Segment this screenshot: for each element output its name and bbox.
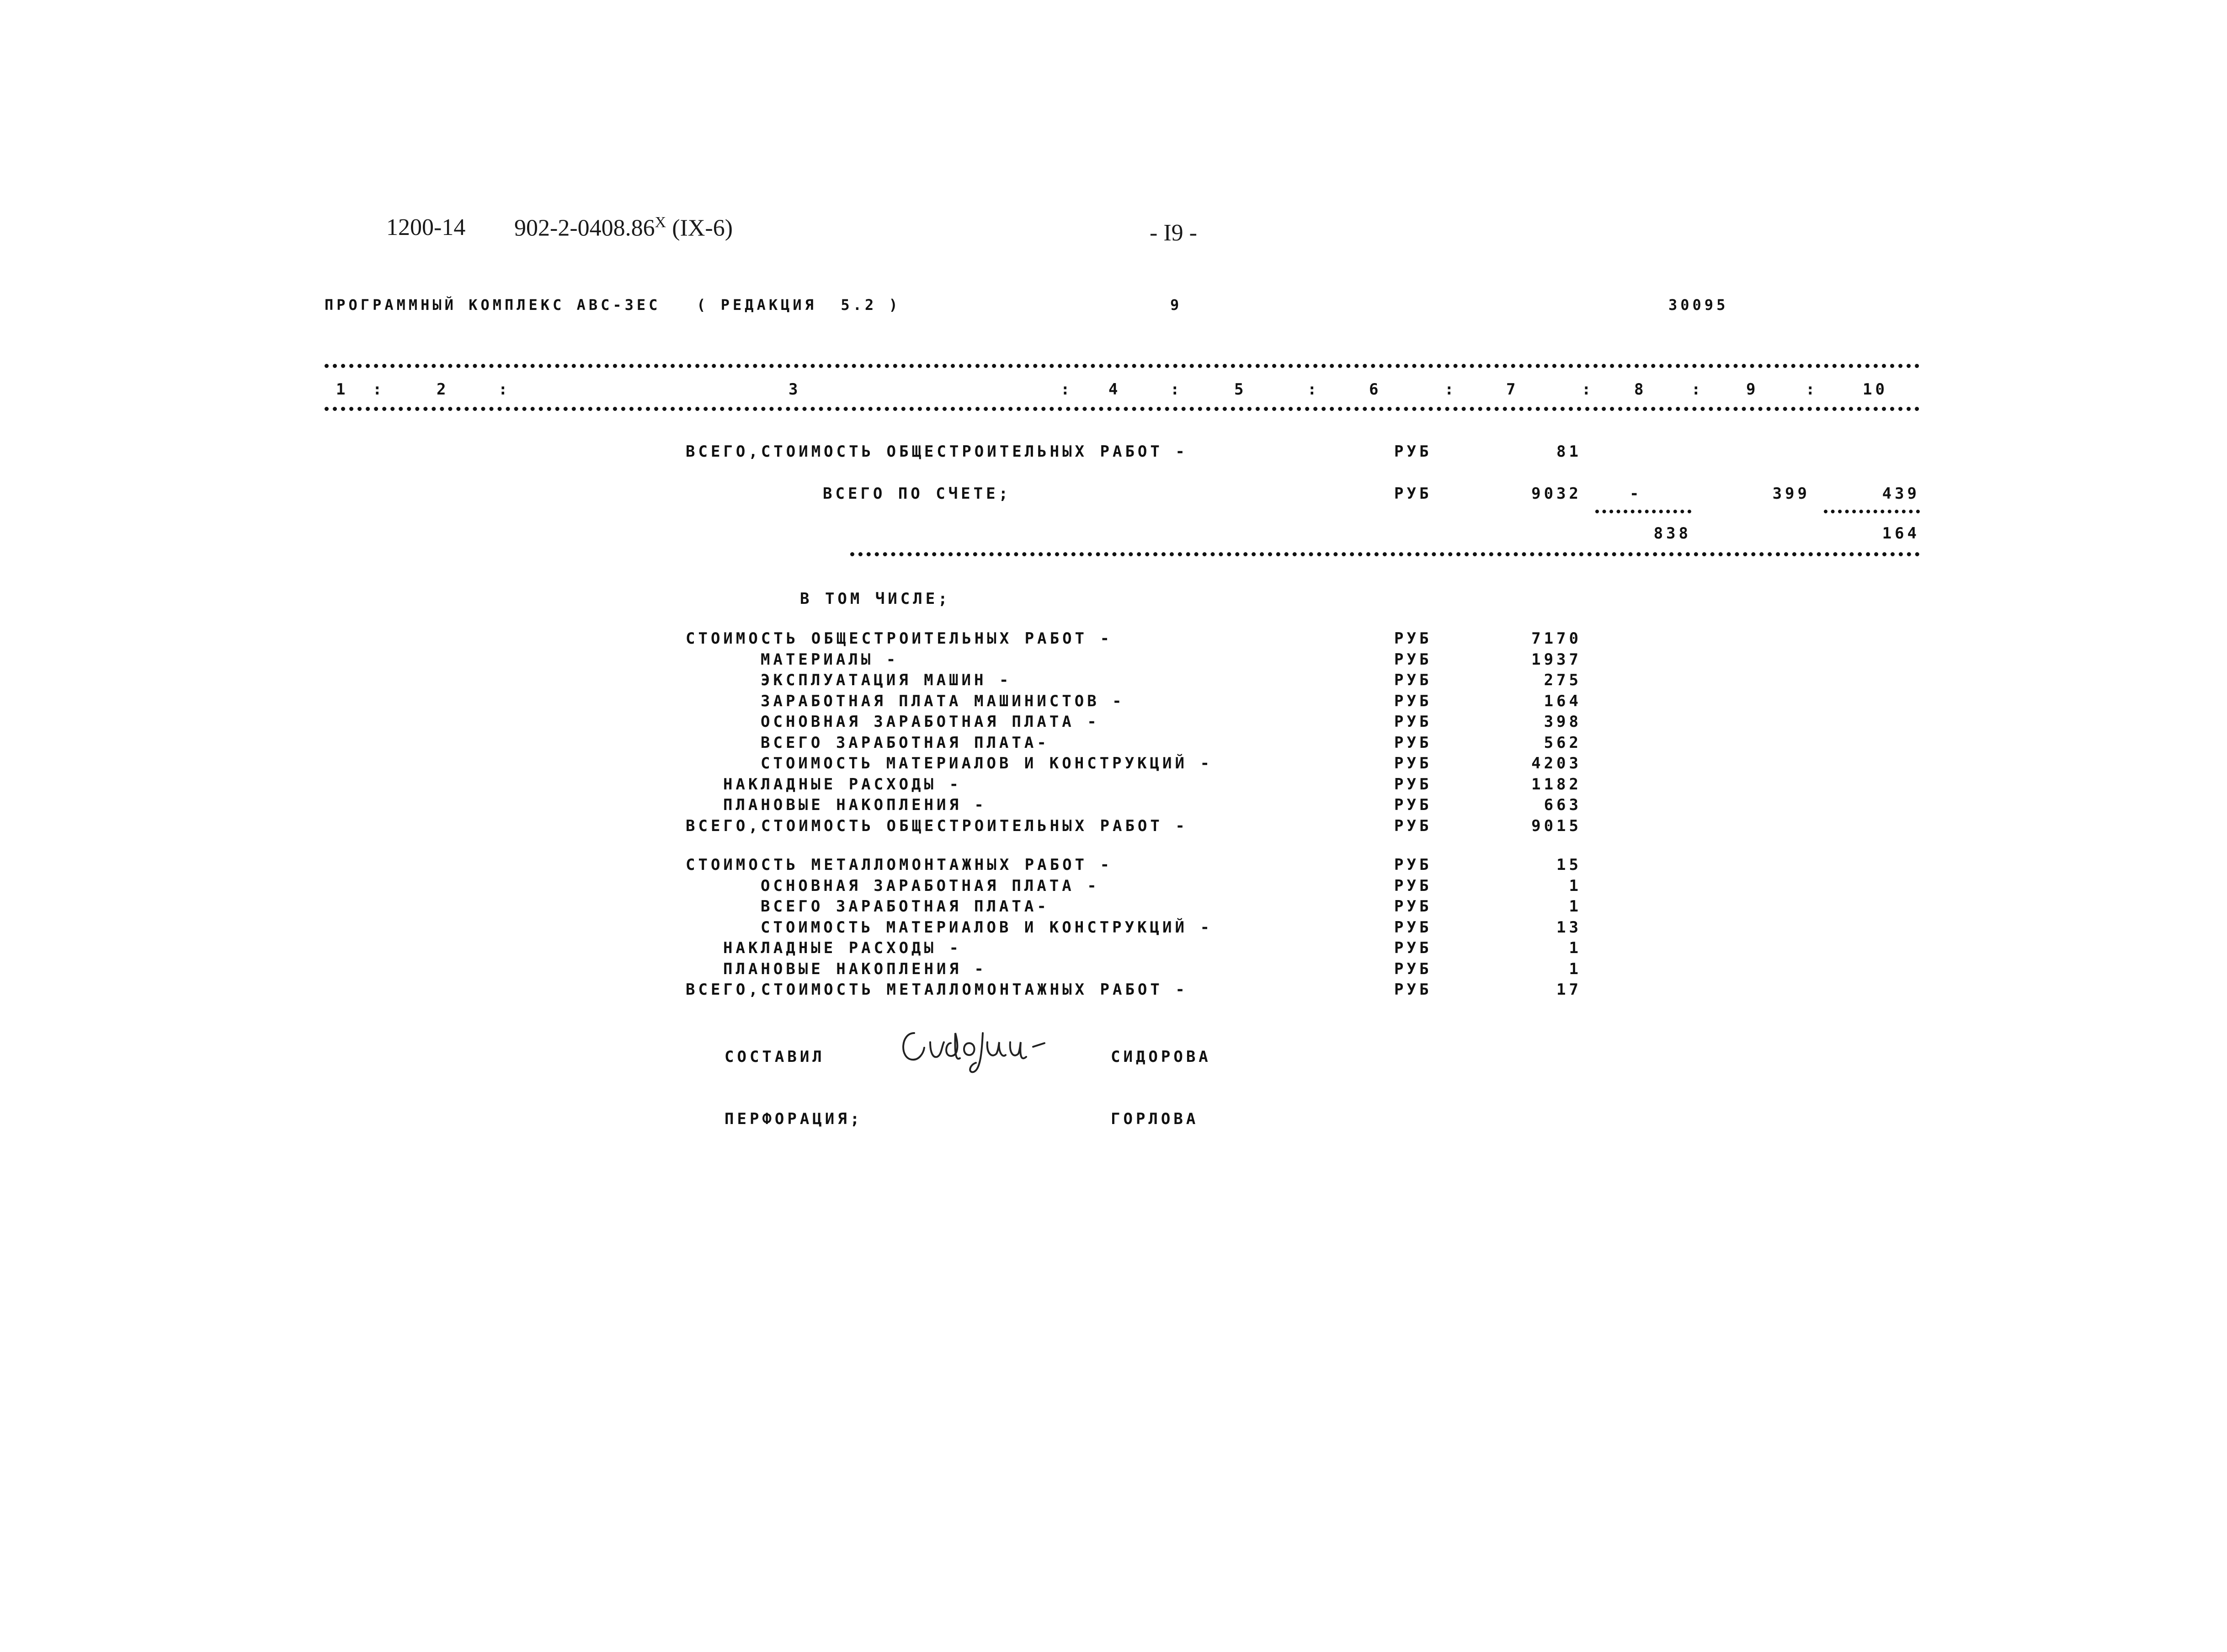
column-separator: :	[1691, 380, 1704, 399]
column-separator: :	[1307, 380, 1320, 399]
row-unit: РУБ	[1394, 754, 1432, 773]
row-unit: РУБ	[1394, 897, 1432, 916]
total-general-construction-label: ВСЕГО,СТОИМОСТЬ ОБЩЕСТРОИТЕЛЬНЫХ РАБОТ -	[686, 442, 1188, 461]
row-unit: РУБ	[1394, 981, 1432, 999]
row-label: СТОИМОСТЬ МАТЕРИАЛОВ И КОНСТРУКЦИЙ -	[761, 918, 1213, 937]
column-separator: :	[1582, 380, 1594, 399]
row-label: ОСНОВНАЯ ЗАРАБОТНАЯ ПЛАТА -	[761, 713, 1100, 731]
row-unit: РУБ	[1394, 959, 1432, 978]
row-value: 1	[1569, 897, 1582, 916]
subtotal-rule-col8	[1595, 510, 1691, 513]
project-code-suffix: (IX-6)	[672, 215, 733, 241]
row-unit: РУБ	[1394, 713, 1432, 731]
row-label: ВСЕГО ЗАРАБОТНАЯ ПЛАТА-	[761, 897, 1050, 916]
row-value: 164	[1544, 692, 1582, 710]
signature-image	[896, 1015, 1051, 1083]
column-number: 4	[1108, 380, 1121, 399]
column-number: 3	[789, 380, 801, 399]
row-label: СТОИМОСТЬ МАТЕРИАЛОВ И КОНСТРУКЦИЙ -	[761, 754, 1213, 773]
column-separator: :	[498, 380, 511, 399]
total-general-construction-unit: РУБ	[1394, 442, 1432, 461]
row-unit: РУБ	[1394, 876, 1432, 895]
column-separator: :	[1170, 380, 1183, 399]
total-invoice-label: ВСЕГО ПО СЧЕТЕ;	[823, 485, 1012, 503]
row-unit: РУБ	[1394, 816, 1432, 835]
row-unit: РУБ	[1394, 939, 1432, 957]
total-invoice-col8-line2: 838	[1653, 524, 1691, 543]
row-value: 663	[1544, 796, 1582, 814]
composed-by-label: СОСТАВИЛ	[725, 1048, 825, 1066]
row-label: ЭКСПЛУАТАЦИЯ МАШИН -	[761, 671, 1012, 689]
row-label: МАТЕРИАЛЫ -	[761, 650, 899, 669]
perforation-name: ГОРЛОВА	[1111, 1110, 1199, 1128]
project-code-sup: X	[655, 214, 666, 231]
row-value: 398	[1544, 713, 1582, 731]
row-value: 275	[1544, 671, 1582, 689]
total-invoice-unit: РУБ	[1394, 485, 1432, 503]
column-number: 10	[1863, 380, 1888, 399]
row-label: ВСЕГО,СТОИМОСТЬ ОБЩЕСТРОИТЕЛЬНЫХ РАБОТ -	[686, 816, 1188, 835]
subtotal-rule-col10	[1824, 510, 1920, 513]
composed-by-name: СИДОРОВА	[1111, 1048, 1211, 1066]
row-unit: РУБ	[1394, 650, 1432, 669]
column-number: 5	[1234, 380, 1247, 399]
row-value: 13	[1556, 918, 1582, 937]
row-value: 9015	[1531, 816, 1582, 835]
program-code: 30095	[1668, 296, 1729, 314]
column-number: 6	[1369, 380, 1382, 399]
program-sheet: 9	[1170, 296, 1183, 314]
row-label: ОСНОВНАЯ ЗАРАБОТНАЯ ПЛАТА -	[761, 876, 1100, 895]
column-number: 9	[1746, 380, 1759, 399]
column-separator: :	[373, 380, 385, 399]
row-value: 4203	[1531, 754, 1582, 773]
total-invoice-col10-line2: 164	[1882, 524, 1920, 543]
row-unit: РУБ	[1394, 856, 1432, 874]
row-value: 7170	[1531, 629, 1582, 648]
separator-top	[325, 364, 1920, 368]
row-value: 1937	[1531, 650, 1582, 669]
total-invoice-col8: -	[1630, 485, 1642, 503]
page-number: - I9 -	[1150, 220, 1197, 246]
row-label: ПЛАНОВЫЕ НАКОПЛЕНИЯ -	[723, 959, 987, 978]
row-value: 1	[1569, 939, 1582, 957]
row-unit: РУБ	[1394, 671, 1432, 689]
column-number: 1	[336, 380, 349, 399]
row-value: 17	[1556, 981, 1582, 999]
row-unit: РУБ	[1394, 629, 1432, 648]
project-code-main: 902-2-0408.86	[514, 215, 655, 241]
row-label: СТОИМОСТЬ ОБЩЕСТРОИТЕЛЬНЫХ РАБОТ -	[686, 629, 1113, 648]
total-invoice-value: 9032	[1531, 485, 1582, 503]
in-that-number-heading: В ТОМ ЧИСЛЕ;	[800, 590, 951, 608]
row-label: НАКЛАДНЫЕ РАСХОДЫ -	[723, 939, 962, 957]
row-label: НАКЛАДНЫЕ РАСХОДЫ -	[723, 775, 962, 794]
row-label: ЗАРАБОТНАЯ ПЛАТА МАШИНИСТОВ -	[761, 692, 1125, 710]
row-label: ПЛАНОВЫЕ НАКОПЛЕНИЯ -	[723, 796, 987, 814]
column-number: 8	[1634, 380, 1647, 399]
row-label: СТОИМОСТЬ МЕТАЛЛОМОНТАЖНЫХ РАБОТ -	[686, 856, 1113, 874]
column-separator: :	[1806, 380, 1818, 399]
row-value: 15	[1556, 856, 1582, 874]
row-unit: РУБ	[1394, 775, 1432, 794]
row-value: 1	[1569, 876, 1582, 895]
row-unit: РУБ	[1394, 733, 1432, 752]
row-label: ВСЕГО,СТОИМОСТЬ МЕТАЛЛОМОНТАЖНЫХ РАБОТ -	[686, 981, 1188, 999]
row-label: ВСЕГО ЗАРАБОТНАЯ ПЛАТА-	[761, 733, 1050, 752]
row-unit: РУБ	[1394, 918, 1432, 937]
column-number: 7	[1506, 380, 1519, 399]
doc-number: 1200-14	[386, 214, 466, 240]
row-unit: РУБ	[1394, 692, 1432, 710]
row-value: 562	[1544, 733, 1582, 752]
separator-totals	[850, 552, 1920, 556]
perforation-label: ПЕРФОРАЦИЯ;	[725, 1110, 863, 1128]
row-unit: РУБ	[1394, 796, 1432, 814]
project-code	[514, 214, 733, 241]
total-invoice-col9: 399	[1772, 485, 1810, 503]
separator-bottom	[325, 407, 1920, 411]
column-separator: :	[1060, 380, 1073, 399]
row-value: 1182	[1531, 775, 1582, 794]
column-separator: :	[1444, 380, 1457, 399]
total-invoice-col10: 439	[1882, 485, 1920, 503]
row-value: 1	[1569, 959, 1582, 978]
program-title: ПРОГРАММНЫЙ КОМПЛЕКС АВС-ЗЕС ( РЕДАКЦИЯ 5.2 )	[325, 296, 901, 314]
total-general-construction-value: 81	[1556, 442, 1582, 461]
column-number: 2	[437, 380, 449, 399]
